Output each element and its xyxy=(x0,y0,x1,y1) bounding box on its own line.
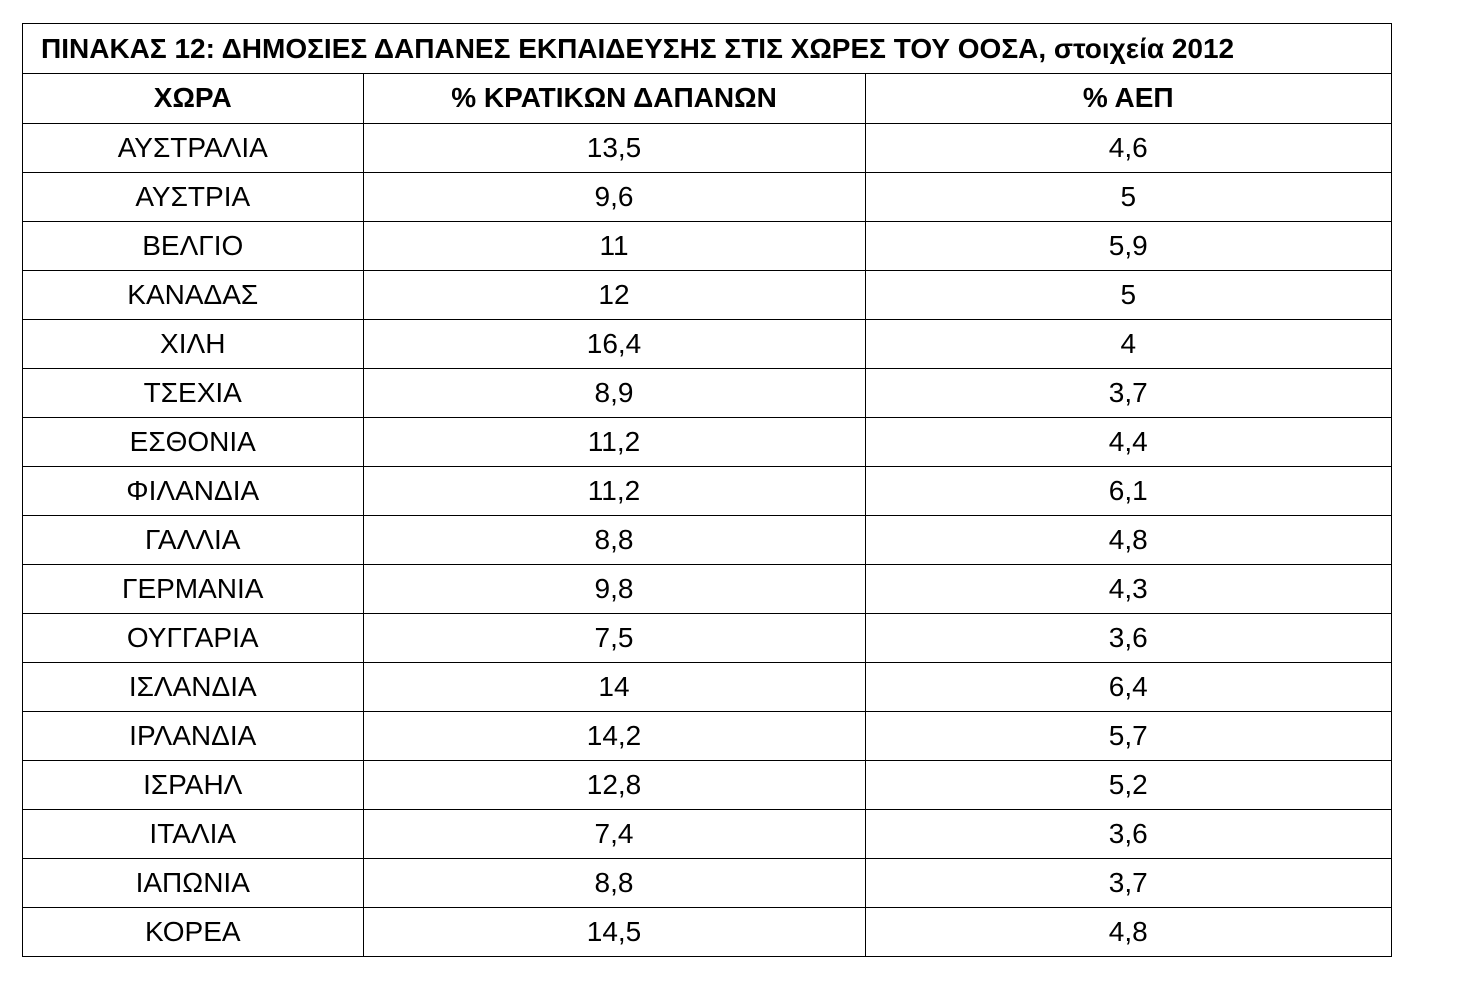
table-body xyxy=(23,123,1391,956)
gov-spending-pct-cell: 9,8 xyxy=(363,564,865,613)
gov-spending-pct-cell: 14,5 xyxy=(363,907,865,956)
gdp-pct-cell: 5 xyxy=(865,270,1391,319)
gov-spending-pct-cell: 16,4 xyxy=(363,319,865,368)
gdp-pct-cell: 3,7 xyxy=(865,858,1391,907)
column-header-country: ΧΩΡΑ xyxy=(23,74,363,123)
country-cell: ΧΙΛΗ xyxy=(23,319,363,368)
gov-spending-pct-cell: 8,8 xyxy=(363,858,865,907)
table-row xyxy=(23,564,1391,613)
gov-spending-pct-cell: 7,4 xyxy=(363,809,865,858)
table-row xyxy=(23,711,1391,760)
country-cell: ΓΕΡΜΑΝΙΑ xyxy=(23,564,363,613)
gdp-pct-cell: 5,7 xyxy=(865,711,1391,760)
column-header-gov-spending-pct: % ΚΡΑΤΙΚΩΝ ΔΑΠΑΝΩΝ xyxy=(363,74,865,123)
country-cell: ΙΣΡΑΗΛ xyxy=(23,760,363,809)
gdp-pct-cell: 6,4 xyxy=(865,662,1391,711)
gdp-pct-cell: 3,6 xyxy=(865,809,1391,858)
table-row xyxy=(23,270,1391,319)
gov-spending-pct-cell: 14,2 xyxy=(363,711,865,760)
education-spending-table-document xyxy=(22,23,1392,957)
country-cell: ΒΕΛΓΙΟ xyxy=(23,221,363,270)
table-title: ΠΙΝΑΚΑΣ 12: ΔΗΜΟΣΙΕΣ ΔΑΠΑΝΕΣ ΕΚΠΑΙΔΕΥΣΗΣ ΣΤΙΣ ΧΩΡΕΣ ΤΟΥ ΟΟΣΑ, στοιχεία 2012 xyxy=(23,24,1391,74)
gdp-pct-cell: 4,8 xyxy=(865,515,1391,564)
gdp-pct-cell: 3,7 xyxy=(865,368,1391,417)
table-row xyxy=(23,221,1391,270)
table-row xyxy=(23,368,1391,417)
gov-spending-pct-cell: 11 xyxy=(363,221,865,270)
gov-spending-pct-cell: 11,2 xyxy=(363,466,865,515)
country-cell: ΚΑΝΑΔΑΣ xyxy=(23,270,363,319)
country-cell: ΑΥΣΤΡΙΑ xyxy=(23,172,363,221)
gdp-pct-cell: 4 xyxy=(865,319,1391,368)
table-row xyxy=(23,858,1391,907)
gdp-pct-cell: 4,3 xyxy=(865,564,1391,613)
table-row xyxy=(23,515,1391,564)
country-cell: ΙΑΠΩΝΙΑ xyxy=(23,858,363,907)
gov-spending-pct-cell: 14 xyxy=(363,662,865,711)
country-cell: ΑΥΣΤΡΑΛΙΑ xyxy=(23,123,363,172)
gov-spending-pct-cell: 11,2 xyxy=(363,417,865,466)
header-row xyxy=(23,74,1391,123)
gov-spending-pct-cell: 12 xyxy=(363,270,865,319)
gdp-pct-cell: 5,2 xyxy=(865,760,1391,809)
table-row xyxy=(23,760,1391,809)
country-cell: ΚΟΡΕΑ xyxy=(23,907,363,956)
gov-spending-pct-cell: 13,5 xyxy=(363,123,865,172)
country-cell: ΙΤΑΛΙΑ xyxy=(23,809,363,858)
table-row xyxy=(23,123,1391,172)
table-row xyxy=(23,417,1391,466)
country-cell: ΙΣΛΑΝΔΙΑ xyxy=(23,662,363,711)
country-cell: ΙΡΛΑΝΔΙΑ xyxy=(23,711,363,760)
gdp-pct-cell: 4,8 xyxy=(1108,915,1148,947)
gov-spending-pct-cell: 12,8 xyxy=(363,760,865,809)
gov-spending-pct-cell: 8,9 xyxy=(363,368,865,417)
gdp-pct-cell: 4,4 xyxy=(865,417,1391,466)
table-row xyxy=(23,662,1391,711)
column-header-gdp-pct: % ΑΕΠ xyxy=(865,74,1391,123)
gdp-pct-cell: 3,6 xyxy=(865,613,1391,662)
gov-spending-pct-cell: 7,5 xyxy=(363,613,865,662)
country-cell: ΟΥΓΓΑΡΙΑ xyxy=(23,613,363,662)
country-cell: ΕΣΘΟΝΙΑ xyxy=(23,417,363,466)
gdp-pct-cell: 5,9 xyxy=(865,221,1391,270)
table-row xyxy=(23,613,1391,662)
table-row xyxy=(23,319,1391,368)
spending-table xyxy=(23,74,1391,956)
table-row xyxy=(23,907,1391,956)
gdp-pct-cell: 6,1 xyxy=(865,466,1391,515)
gdp-pct-cell: 5 xyxy=(865,172,1391,221)
table-row xyxy=(23,172,1391,221)
gov-spending-pct-cell: 9,6 xyxy=(363,172,865,221)
gov-spending-pct-cell: 8,8 xyxy=(363,515,865,564)
table-row xyxy=(23,809,1391,858)
table-row xyxy=(23,466,1391,515)
country-cell: ΦΙΛΑΝΔΙΑ xyxy=(23,466,363,515)
country-cell: ΓΑΛΛΙΑ xyxy=(23,515,363,564)
gdp-pct-cell: 4,6 xyxy=(865,123,1391,172)
country-cell: ΤΣΕΧΙΑ xyxy=(23,368,363,417)
